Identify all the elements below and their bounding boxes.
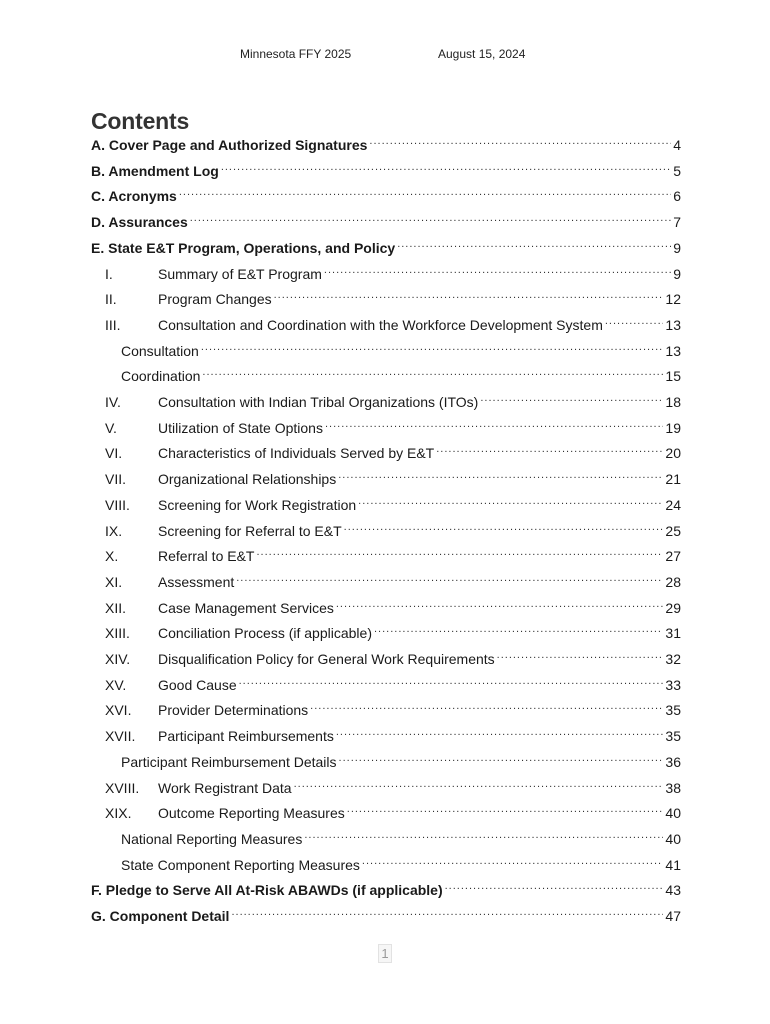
toc-entry-label: Screening for Work Registration <box>158 496 357 513</box>
toc-entry[interactable] <box>91 802 681 824</box>
toc-dot-leader <box>274 290 664 304</box>
toc-dot-leader <box>339 753 664 767</box>
toc-dot-leader <box>397 239 671 253</box>
toc-entry-label: Screening for Referral to E&T <box>158 522 342 539</box>
toc-entry-page: 35 <box>665 702 681 719</box>
toc-entry-label: Assessment <box>158 573 235 590</box>
toc-entry-number: XIX. <box>105 805 132 822</box>
toc-entry[interactable] <box>91 597 681 619</box>
toc-entry[interactable] <box>91 854 681 876</box>
toc-entry-page: 24 <box>665 496 681 513</box>
toc-entry-page: 4 <box>673 137 681 153</box>
toc-entry[interactable] <box>91 648 681 670</box>
toc-dot-leader <box>358 496 663 510</box>
toc-dot-leader <box>344 522 664 536</box>
toc-dot-leader <box>231 907 663 921</box>
toc-entry[interactable] <box>91 905 681 927</box>
toc-entry-label: Good Cause <box>158 676 237 693</box>
toc-entry-page: 7 <box>673 214 681 231</box>
toc-entry-number: IV. <box>105 394 121 410</box>
toc-entry[interactable] <box>91 391 681 413</box>
toc-entry-number: V. <box>105 419 117 436</box>
toc-entry[interactable] <box>91 545 681 567</box>
toc-dot-leader <box>374 624 663 638</box>
toc-dot-leader <box>362 856 664 870</box>
toc-dot-leader <box>310 701 663 715</box>
toc-dot-leader <box>179 187 671 201</box>
toc-dot-leader <box>369 136 671 150</box>
toc-entry-label: Conciliation Process (if applicable) <box>158 625 372 642</box>
toc-entry-page: 38 <box>665 779 681 796</box>
toc-dot-leader <box>324 265 671 279</box>
toc-entry-page: 33 <box>665 676 681 693</box>
toc-entry-number: XVIII. <box>105 779 140 796</box>
toc-entry-number: VI. <box>105 445 123 462</box>
toc-entry-page: 20 <box>665 445 681 462</box>
toc-entry-label: Consultation with Indian Tribal Organizations (ITOs) <box>158 394 479 410</box>
toc-entry-page: 18 <box>665 394 681 410</box>
toc-dot-leader <box>436 444 663 458</box>
toc-entry-number: X. <box>105 548 119 565</box>
toc-entry-label: Referral to E&T <box>158 548 255 565</box>
toc-dot-leader <box>605 316 664 330</box>
toc-dot-leader <box>304 830 663 844</box>
page-header <box>0 47 770 63</box>
toc-entry[interactable] <box>91 365 681 387</box>
toc-entry-label: B. Amendment Log <box>91 162 219 179</box>
toc-entry-number: XV. <box>105 676 127 693</box>
toc-entry[interactable] <box>91 571 681 593</box>
toc-entry-page: 36 <box>665 753 681 770</box>
toc-entry-label: Organizational Relationships <box>158 471 337 488</box>
toc-entry[interactable] <box>91 468 681 490</box>
toc-dot-leader <box>202 367 663 381</box>
toc-entry-label: Work Registrant Data <box>158 779 292 796</box>
toc-dot-leader <box>325 419 663 433</box>
toc-entry-page: 15 <box>665 368 681 385</box>
toc-entry[interactable] <box>91 699 681 721</box>
toc-entry-page: 43 <box>665 882 681 899</box>
toc-entry-number: XI. <box>105 573 123 590</box>
toc-entry-number: VIII. <box>105 496 130 513</box>
toc-dot-leader <box>201 342 664 356</box>
toc-entry[interactable] <box>91 417 681 439</box>
header-state-year: Minnesota FFY 2025 <box>240 47 352 61</box>
toc-entry[interactable] <box>91 134 681 156</box>
toc-entry-page: 40 <box>665 805 681 822</box>
toc-entry-label: D. Assurances <box>91 214 188 231</box>
toc-entry[interactable] <box>91 879 681 901</box>
toc-entry-page: 12 <box>665 291 681 308</box>
toc-entry-number: XIV. <box>105 651 131 667</box>
toc-dot-leader <box>445 881 664 895</box>
toc-entry-number: XVII. <box>105 728 136 745</box>
toc-entry-page: 32 <box>665 651 681 667</box>
toc-entry-page: 35 <box>665 728 681 745</box>
toc-dot-leader <box>338 470 663 484</box>
toc-entry-label: National Reporting Measures <box>121 830 303 847</box>
toc-entry[interactable] <box>91 185 681 207</box>
toc-entry-page: 28 <box>665 573 681 590</box>
toc-entry-page: 21 <box>665 471 681 488</box>
toc-entry-label: G. Component Detail <box>91 908 230 924</box>
toc-entry-label: Participant Reimbursements <box>158 728 334 745</box>
toc-dot-leader <box>294 779 664 793</box>
toc-entry-page: 41 <box>665 856 681 873</box>
toc-entry[interactable] <box>91 288 681 310</box>
toc-entry-label: A. Cover Page and Authorized Signatures <box>91 137 368 153</box>
page-title: Contents <box>91 108 190 134</box>
toc-entry-label: Consultation <box>121 342 199 359</box>
toc-entry-page: 27 <box>665 548 681 565</box>
toc-entry-page: 9 <box>673 239 681 256</box>
toc-entry-label: F. Pledge to Serve All At-Risk ABAWDs (if applicable) <box>91 882 443 899</box>
toc-entry-page: 47 <box>665 908 681 924</box>
toc-entry-number: XIII. <box>105 625 130 642</box>
toc-entry-page: 25 <box>665 522 681 539</box>
toc-dot-leader <box>336 727 664 741</box>
toc-entry-label: Program Changes <box>158 291 272 308</box>
toc-entry-label: Coordination <box>121 368 201 385</box>
toc-dot-leader <box>190 213 671 227</box>
page-number: 1 <box>378 944 392 963</box>
toc-entry[interactable] <box>91 494 681 516</box>
toc-entry-label: Disqualification Policy for General Work Requirements <box>158 651 495 667</box>
toc-entry-label: Characteristics of Individuals Served by E&T <box>158 445 435 462</box>
toc-entry-page: 5 <box>673 162 681 179</box>
toc-entry-page: 6 <box>673 188 681 205</box>
toc-entry[interactable] <box>91 674 681 696</box>
toc-entry-label: Provider Determinations <box>158 702 309 719</box>
toc-entry[interactable] <box>91 777 681 799</box>
toc-entry-page: 13 <box>665 316 681 333</box>
header-date: August 15, 2024 <box>438 47 526 61</box>
toc-entry-number: XVI. <box>105 702 132 719</box>
toc-entry[interactable] <box>91 442 681 464</box>
toc-entry[interactable] <box>91 751 681 773</box>
toc-entry-number: VII. <box>105 471 127 488</box>
toc-dot-leader <box>221 162 671 176</box>
toc-entry-page: 19 <box>665 419 681 436</box>
toc-entry-label: Participant Reimbursement Details <box>121 753 337 770</box>
toc-dot-leader <box>347 804 664 818</box>
toc-entry-page: 40 <box>665 830 681 847</box>
toc-entry-label: Case Management Services <box>158 599 334 616</box>
toc-entry[interactable] <box>91 340 681 362</box>
toc-entry-page: 9 <box>673 265 681 282</box>
toc-dot-leader <box>480 393 663 407</box>
toc-entry[interactable] <box>91 237 681 259</box>
toc-entry-number: IX. <box>105 522 123 539</box>
toc-entry-number: II. <box>105 291 117 308</box>
toc-entry-page: 29 <box>665 599 681 616</box>
toc-dot-leader <box>256 547 663 561</box>
toc-entry[interactable] <box>91 314 681 336</box>
toc-entry-number: XII. <box>105 599 127 616</box>
toc-entry-label: Outcome Reporting Measures <box>158 805 345 822</box>
toc-dot-leader <box>239 676 664 690</box>
toc-entry[interactable] <box>91 211 681 233</box>
toc-entry-label: Consultation and Coordination with the Workforce Development System <box>158 316 603 333</box>
toc-entry[interactable] <box>91 622 681 644</box>
toc-entry-label: C. Acronyms <box>91 188 177 205</box>
toc-entry[interactable] <box>91 828 681 850</box>
toc-dot-leader <box>236 573 663 587</box>
toc-dot-leader <box>336 599 664 613</box>
toc-entry[interactable] <box>91 263 681 285</box>
toc-entry-label: E. State E&T Program, Operations, and Policy <box>91 239 396 256</box>
toc-dot-leader <box>497 650 664 664</box>
toc-entry-page: 31 <box>665 625 681 642</box>
toc-entry[interactable] <box>91 520 681 542</box>
toc-entry-label: State Component Reporting Measures <box>121 856 360 873</box>
toc-entry-number: I. <box>105 265 113 282</box>
toc-entry[interactable] <box>91 725 681 747</box>
toc-entry[interactable] <box>91 160 681 182</box>
toc-entry-number: III. <box>105 316 121 333</box>
toc-entry-label: Summary of E&T Program <box>158 265 322 282</box>
toc-entry-page: 13 <box>665 342 681 359</box>
toc-entry-label: Utilization of State Options <box>158 419 323 436</box>
